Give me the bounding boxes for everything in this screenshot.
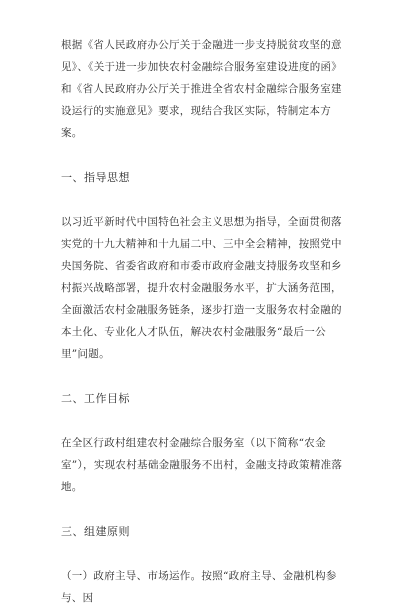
section-heading-work-goal: 二、工作目标: [61, 392, 130, 405]
section-body-principles: （一）政府主导、市场运作。按照“政府主导、金融机构参与、因: [61, 570, 337, 604]
spacer: [61, 543, 343, 565]
spacer: [61, 189, 343, 211]
section-body-guiding-ideology: 以习近平新时代中国特色社会主义思想为指导，全面贯彻落实党的十九大精神和十九届二中、三中全会精神，按照党中央国务院、省委省政府和市委市政府金融支持服务攻坚和乡村振兴战略部署，提升农村金融服务水平，扩大涵务范围，全面激活农村金融服务链条，逐步打造一支服务农村金融的本土化、专业化人才队伍，解决农村金融服务“最后一公里”问题。: [61, 216, 342, 360]
section-heading-principles: 三、组建原则: [61, 525, 130, 538]
spacer: [61, 498, 343, 521]
section-heading-guiding-ideology: 一、指导思想: [61, 171, 130, 184]
document-body: [61, 34, 343, 609]
section-body-work-goal: 在全区行政村组建农村金融综合服务室（以下简称“农金室”），实现农村基础金融服务不出村，金融支持政策精准落地。: [61, 437, 343, 493]
spacer: [61, 410, 343, 432]
spacer: [61, 365, 343, 388]
spacer: [61, 144, 343, 167]
intro-paragraph: 根据《省人民政府办公厅关于金融进一步支持脱贫攻坚的意见》、《关于进一步加快农村金融综合服务室建设进度的函》和《省人民政府办公厅关于推进全省农村金融综合服务室建设运行的实施意见》要求，现结合我区实际，特制定本方案。: [61, 39, 343, 139]
